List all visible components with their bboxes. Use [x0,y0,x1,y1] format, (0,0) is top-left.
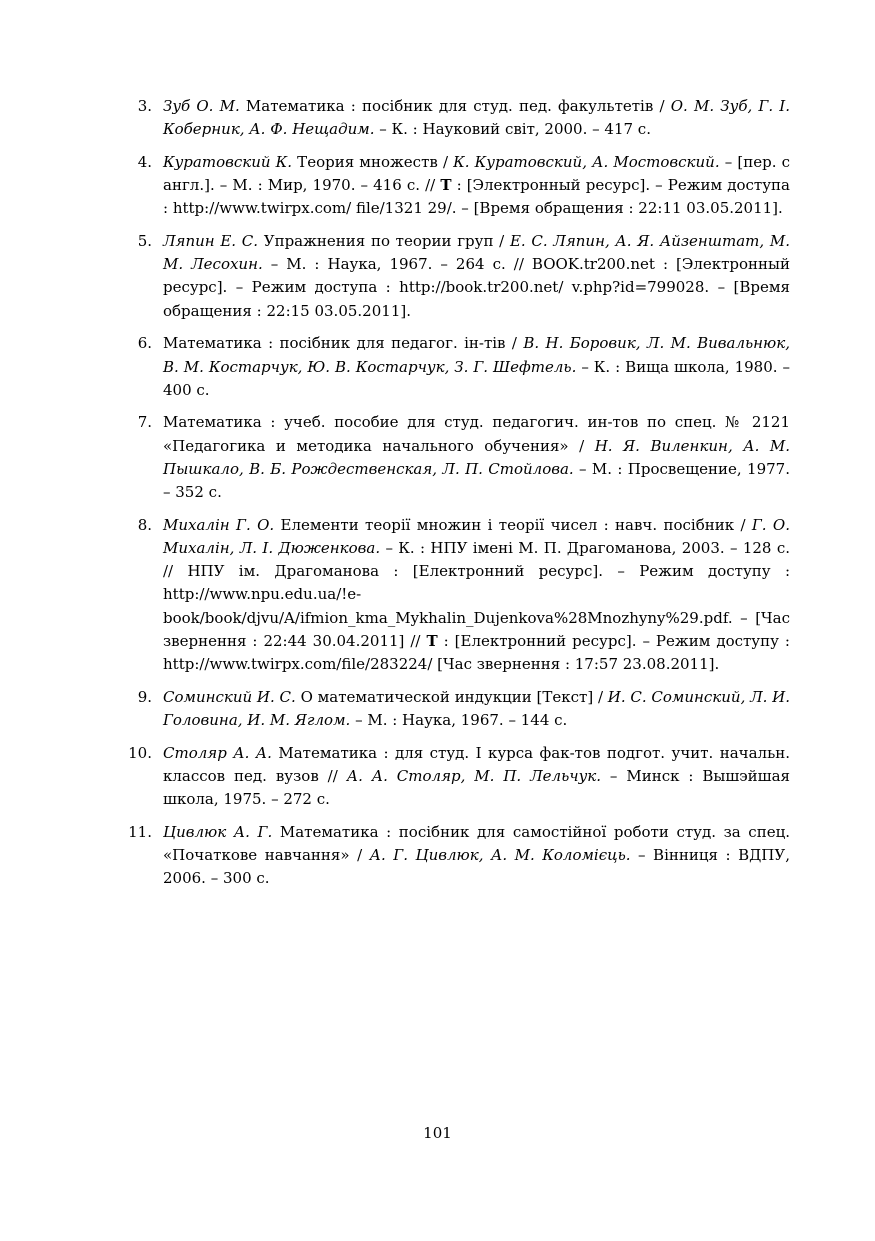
entry-segment: : [Електронний ресурс]. – Режим доступу : http://www.twirpx.com/file/283224/ [Час звернення : 17:57 23.08.2011]. [163,631,790,673]
entry-number: 8. [137,515,152,534]
entry-text [163,744,790,808]
entry-segment: – М. : Наука, 1967. – 264 с. // BOOK.tr200.net : [Электронный ресурс]. – Режим доступа : http://book.tr200.net/ v.php?id=799028. – [Время обращения : 22:15 03.05.2011]. [163,255,790,320]
entry-text [163,97,790,138]
entry-segment: Упражнения по теории груп / [258,232,510,251]
entry-number: 4. [137,152,152,171]
entry-segment: – М. : Просвещение, 1977. – 352 с. [163,459,790,502]
entry-segment: Математика : учеб. пособие для студ. педагогич. ин-тов по спец. № 2121 «Педагогика и методика начального обучения» / [163,413,790,455]
bibliography-entry [120,411,790,504]
entry-segment: – К. : Науковий світ, 2000. – 417 с. [374,120,651,139]
entry-text [163,334,790,398]
entry-number: 9. [137,687,152,706]
bibliography-entry [120,151,790,221]
entry-segment: – Минск : Вышэйшая школа, 1975. – 272 с. [163,766,791,808]
bibliography-entry [120,742,790,812]
entry-segment: – К. : Вища школа, 1980. – 400 с. [163,357,791,399]
entry-author-italic: Михалін Г. О. [163,515,275,534]
entry-text [163,516,790,673]
entry-author-italic: Н. Я. Виленкин, А. М. Пышкало, В. Б. Рождественская, Л. П. Стойлова. [163,436,790,478]
entry-author-italic: К. Куратовский, А. Мостовский. [453,152,720,171]
entry-number: 10. [128,743,152,762]
entry-author-italic: И. С. Соминский, Л. И. Головина, И. М. Яглом. [163,687,791,729]
entry-author-italic: А. Г. Цивлюк, А. М. Коломієць. [369,845,631,864]
entry-segment: – М. : Наука, 1967. – 144 с. [350,710,568,729]
entry-source-bold: T [440,176,452,195]
entry-text [163,232,790,320]
entry-text [163,688,790,729]
entry-author-italic: Е. С. Ляпин, А. Я. Айзенштат, М. М. Лесохин. [163,232,791,274]
entry-segment: Теория множеств / [292,152,454,171]
bibliography-list [120,95,790,900]
entry-source-bold: T [426,631,438,650]
entry-segment: – К. : НПУ імені М. П. Драгоманова, 2003. – 128 с. // НПУ ім. Драгоманова : [Електронний ресурс]. – Режим доступу : http://www.npu.edu.ua/!e-book/book/djvu/A/ifmion_kma_Mykhalin_Dujenkova%28Mnozhyny%29.pdf. – [Час звернення : 22:44 30.04.2011] // [163,538,790,650]
entry-number: 5. [137,232,152,251]
entry-segment: – [пер. с англ.]. – М. : Мир, 1970. – 416 с. // [163,152,791,195]
entry-author-italic: Соминский И. С. [163,687,296,706]
bibliography-entry [120,230,790,323]
entry-text [163,153,790,217]
bibliography-entry [120,514,790,676]
entry-segment: – Вінниця : ВДПУ, 2006. – 300 с. [163,845,790,888]
entry-author-italic: Зуб О. М. [163,97,240,115]
entry-segment: Математика : посібник для самостійної роботи студ. за спец. «Початкове навчання» / [163,822,790,864]
entry-number: 3. [137,97,152,115]
entry-author-italic: Столяр А. А. [163,743,272,762]
entry-segment: Математика : для студ. I курса фак-тов подгот. учит. начальн. классов пед. вузов // [163,743,791,785]
entry-author-italic: Г. О. Михалін, Л. І. Дюженкова. [163,515,790,557]
entry-number: 6. [137,334,152,353]
bibliography-entry [120,821,790,891]
entry-text [163,823,790,887]
bibliography-entry [120,332,790,402]
entry-number: 11. [128,822,152,841]
bibliography-entry [120,95,790,141]
entry-author-italic: Ляпин Е. С. [163,232,259,251]
page-number: 101 [423,1124,452,1142]
entry-author-italic: Куратовский К. [163,152,293,171]
entry-segment: Математика : посібник для студ. пед. факультетів / [239,97,671,115]
entry-author-italic: О. М. Зуб, Г. І. Коберник, А. Ф. Нещадим. [163,97,790,139]
entry-segment: О математической индукции [Текст] / [295,687,608,706]
entry-segment: Математика : посібник для педагог. ін-тів / [163,334,524,353]
entry-number: 7. [137,413,152,432]
entry-text [163,413,790,501]
entry-segment: Елементи теорії множин і теорії чисел : навч. посібник / [274,515,752,534]
entry-author-italic: А. А. Столяр, М. П. Лельчук. [346,766,601,785]
entry-author-italic: Цивлюк А. Г. [163,822,273,841]
entry-segment: : [Электронный ресурс]. – Режим доступа : http://www.twirpx.com/ file/1321 29/. – [Время обращения : 22:11 03.05.2011]. [163,176,790,218]
bibliography-entry [120,686,790,732]
entry-author-italic: В. Н. Боровик, Л. М. Вивальнюк, В. М. Костарчук, Ю. В. Костарчук, З. Г. Шефтель. [163,334,790,376]
